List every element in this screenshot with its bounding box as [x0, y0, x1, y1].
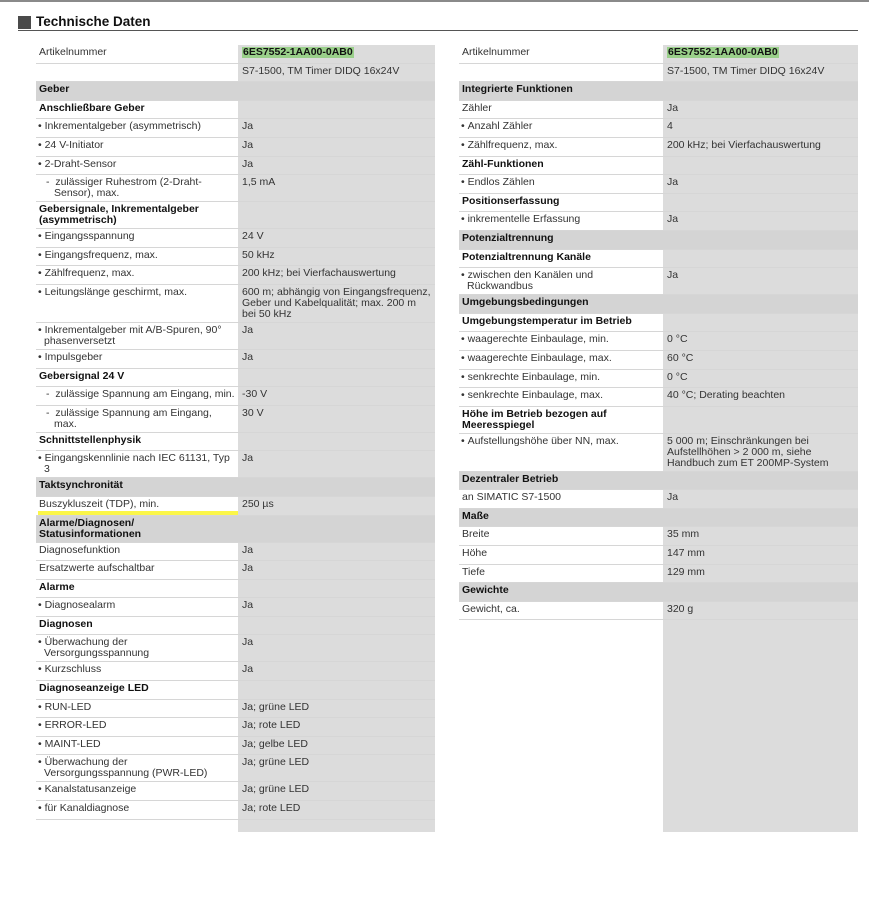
spec-row	[36, 782, 435, 801]
spec-value	[238, 101, 435, 119]
filler-left	[36, 820, 238, 832]
spec-label: • Zählfrequenz, max.	[36, 266, 238, 284]
spec-value: Ja	[238, 635, 435, 661]
spec-label: Diagnosen	[39, 617, 93, 630]
filler-left	[459, 620, 663, 832]
spec-row	[459, 434, 858, 472]
spec-label: Anschließbare Geber	[39, 101, 145, 114]
spec-value: Ja	[238, 119, 435, 137]
spec-value: Ja	[238, 323, 435, 349]
spec-row	[36, 561, 435, 580]
spec-value	[238, 82, 435, 100]
spec-row	[459, 351, 858, 370]
spec-row	[36, 387, 435, 406]
spec-label: Umgebungsbedingungen	[459, 295, 663, 313]
spec-value: Ja; grüne LED	[238, 700, 435, 718]
spec-label: • Impulsgeber	[36, 350, 238, 368]
spec-label: Schnittstellenphysik	[39, 433, 142, 446]
spec-value: Ja	[663, 268, 858, 294]
spec-value: 5 000 m; Einschränkungen bei Aufstellhöhen > 2 000 m, siehe Handbuch zum ET 200MP-System	[663, 434, 858, 471]
spec-row	[36, 266, 435, 285]
spec-row	[36, 138, 435, 157]
spec-row	[36, 45, 435, 64]
spec-row	[459, 231, 858, 250]
filler-right	[238, 820, 435, 832]
spec-value: Ja	[238, 138, 435, 156]
spec-row	[459, 101, 858, 120]
spec-value: S7-1500, TM Timer DIDQ 16x24V	[238, 64, 435, 82]
spec-row	[36, 497, 435, 516]
section-header	[18, 16, 858, 31]
spec-row	[36, 202, 435, 229]
spec-value	[663, 82, 858, 100]
spec-row	[36, 175, 435, 202]
spec-row	[36, 737, 435, 756]
spec-label: • zwischen den Kanälen und Rückwandbus	[459, 268, 663, 294]
spec-row	[36, 323, 435, 350]
spec-label: • ERROR-LED	[36, 718, 238, 736]
spec-row	[459, 64, 858, 83]
spec-value: Ja	[663, 175, 858, 193]
spec-value	[663, 157, 858, 175]
spec-label	[459, 64, 663, 82]
spec-row	[459, 268, 858, 295]
spec-value: Ja	[238, 451, 435, 477]
spec-value	[663, 472, 858, 490]
spec-row	[459, 194, 858, 213]
spec-row	[459, 250, 858, 269]
spec-value	[238, 369, 435, 387]
spec-label: • Leitungslänge geschirmt, max.	[36, 285, 238, 322]
spec-label: Zähl-Funktionen	[462, 157, 544, 170]
spec-row	[36, 451, 435, 478]
spec-row	[459, 119, 858, 138]
spec-label: Artikelnummer	[39, 46, 107, 58]
spec-label: Gewichte	[459, 583, 663, 601]
spec-row	[36, 478, 435, 497]
spec-row	[36, 369, 435, 388]
spec-label: • senkrechte Einbaulage, min.	[459, 370, 663, 388]
spec-label: • Inkrementalgeber (asymmetrisch)	[36, 119, 238, 137]
spec-row	[36, 101, 435, 120]
spec-value: 24 V	[238, 229, 435, 247]
spec-row	[36, 350, 435, 369]
spec-value: S7-1500, TM Timer DIDQ 16x24V	[663, 64, 858, 82]
spec-label: • waagerechte Einbaulage, min.	[459, 332, 663, 350]
spec-value	[663, 231, 858, 249]
spec-value: 320 g	[663, 602, 858, 620]
spec-label: • Kanalstatusanzeige	[36, 782, 238, 800]
spec-row	[36, 801, 435, 820]
spec-label: • MAINT-LED	[36, 737, 238, 755]
spec-label: Artikelnummer	[462, 46, 530, 58]
spec-value: 35 mm	[663, 527, 858, 545]
spec-value	[663, 583, 858, 601]
spec-value: Ja	[663, 490, 858, 508]
spec-value	[238, 580, 435, 598]
spec-label: - zulässige Spannung am Eingang, max.	[36, 406, 238, 432]
spec-value: 60 °C	[663, 351, 858, 369]
spec-row	[459, 509, 858, 528]
spec-row	[36, 700, 435, 719]
spec-row	[459, 314, 858, 333]
spec-label: • Eingangsfrequenz, max.	[36, 248, 238, 266]
spec-row	[36, 617, 435, 636]
spec-label: Integrierte Funktionen	[459, 82, 663, 100]
spec-label: Tiefe	[462, 565, 485, 578]
spec-value: 50 kHz	[238, 248, 435, 266]
part-number: 6ES7552-1AA00-0AB0	[243, 46, 353, 58]
spec-row	[459, 602, 858, 621]
spec-row	[459, 370, 858, 389]
spec-row	[459, 490, 858, 509]
spec-value: 30 V	[238, 406, 435, 432]
spec-row	[36, 635, 435, 662]
spec-row	[459, 332, 858, 351]
spec-row	[36, 516, 435, 543]
spec-row	[36, 718, 435, 737]
spec-value	[238, 433, 435, 451]
spec-label: Maße	[459, 509, 663, 527]
spec-value	[238, 45, 435, 63]
spec-value: Ja	[663, 212, 858, 230]
spec-value	[663, 194, 858, 212]
spec-value	[663, 250, 858, 268]
spec-label: • Überwachung der Versorgungsspannung (PWR-LED)	[36, 755, 238, 781]
spec-value: Ja	[238, 561, 435, 579]
spec-row	[36, 229, 435, 248]
spec-row	[36, 157, 435, 176]
top-rule	[0, 0, 869, 2]
spec-row	[459, 546, 858, 565]
spec-label: Ersatzwerte aufschaltbar	[39, 562, 155, 575]
spec-row	[459, 407, 858, 434]
spec-row	[36, 64, 435, 83]
spec-label: • Eingangsspannung	[36, 229, 238, 247]
spec-label: Alarme	[39, 580, 75, 593]
spec-label: Dezentraler Betrieb	[459, 472, 663, 490]
spec-row	[36, 662, 435, 681]
filler-right	[663, 620, 858, 832]
spec-label: • Anzahl Zähler	[459, 119, 663, 137]
spec-value: Ja; grüne LED	[238, 782, 435, 800]
spec-label: Diagnoseanzeige LED	[39, 682, 149, 695]
spec-value: 600 m; abhängig von Eingangsfrequenz, Geber und Kabelqualität; max. 200 m bei 50 kHz	[238, 285, 435, 322]
spec-row	[36, 433, 435, 452]
spec-label: • inkrementelle Erfassung	[459, 212, 663, 230]
spec-row	[459, 527, 858, 546]
spec-label: • Kurzschluss	[36, 662, 238, 680]
left-spec-table	[36, 45, 435, 832]
spec-value: Ja	[238, 543, 435, 561]
spec-row	[36, 248, 435, 267]
spec-label	[36, 64, 238, 82]
spec-row	[459, 45, 858, 64]
table-filler	[459, 620, 858, 832]
spec-label: • RUN-LED	[36, 700, 238, 718]
spec-label: - zulässige Spannung am Eingang, min.	[36, 387, 238, 405]
spec-label: Gewicht, ca.	[462, 602, 520, 615]
spec-row	[36, 580, 435, 599]
spec-label: Alarme/Diagnosen/ Statusinformationen	[36, 516, 238, 542]
spec-label: Positionserfassung	[462, 194, 560, 207]
spec-row	[459, 565, 858, 584]
spec-row	[36, 82, 435, 101]
spec-label: Gebersignal 24 V	[39, 369, 125, 382]
spec-value: 200 kHz; bei Vierfachauswertung	[238, 266, 435, 284]
section-square-icon	[18, 16, 31, 29]
spec-value: Ja	[238, 598, 435, 616]
spec-label: - zulässiger Ruhestrom (2-Draht-Sensor), max.	[36, 175, 238, 201]
right-spec-table	[459, 45, 858, 832]
spec-label: Diagnosefunktion	[39, 543, 121, 556]
spec-label: • für Kanaldiagnose	[36, 801, 238, 819]
spec-value	[663, 314, 858, 332]
spec-value: 40 °C; Derating beachten	[663, 388, 858, 406]
spec-value: 147 mm	[663, 546, 858, 564]
spec-label: • Eingangskennlinie nach IEC 61131, Typ 3	[36, 451, 238, 477]
spec-label: Potenzialtrennung	[459, 231, 663, 249]
spec-value	[238, 202, 435, 228]
spec-value: 129 mm	[663, 565, 858, 583]
spec-label: Gebersignale, Inkrementalgeber (asymmetrisch)	[39, 203, 199, 227]
spec-row	[36, 285, 435, 323]
spec-row	[459, 295, 858, 314]
table-filler	[36, 820, 435, 832]
spec-label: • Inkrementalgeber mit A/B-Spuren, 90° phasenversetzt	[36, 323, 238, 349]
section-title: Technische Daten	[36, 14, 151, 29]
spec-row	[36, 681, 435, 700]
spec-value	[663, 509, 858, 527]
spec-value: -30 V	[238, 387, 435, 405]
spec-row	[459, 212, 858, 231]
spec-label: • senkrechte Einbaulage, max.	[459, 388, 663, 406]
spec-value	[663, 45, 858, 63]
spec-label: Buszykluszeit (TDP), min.	[39, 497, 160, 510]
spec-label: • Zählfrequenz, max.	[459, 138, 663, 156]
spec-value	[238, 516, 435, 542]
spec-label: Geber	[36, 82, 238, 100]
spec-value: Ja; rote LED	[238, 718, 435, 736]
spec-row	[36, 598, 435, 617]
spec-value	[238, 478, 435, 496]
spec-value: Ja	[238, 350, 435, 368]
spec-row	[36, 543, 435, 562]
part-number: 6ES7552-1AA00-0AB0	[668, 46, 778, 58]
spec-label: • Überwachung der Versorgungsspannung	[36, 635, 238, 661]
spec-label: • 2-Draht-Sensor	[36, 157, 238, 175]
spec-value: 250 µs	[238, 497, 435, 515]
spec-value: Ja; gelbe LED	[238, 737, 435, 755]
spec-value: 0 °C	[663, 332, 858, 350]
spec-value: 1,5 mA	[238, 175, 435, 201]
spec-value	[663, 407, 858, 433]
spec-value: Ja; grüne LED	[238, 755, 435, 781]
spec-value: Ja	[238, 662, 435, 680]
spec-label: • 24 V-Initiator	[36, 138, 238, 156]
spec-label: Zähler	[462, 101, 492, 114]
spec-value: 200 kHz; bei Vierfachauswertung	[663, 138, 858, 156]
spec-label: Höhe im Betrieb bezogen auf Meeresspiegel	[462, 407, 607, 431]
spec-row	[459, 82, 858, 101]
spec-label: Breite	[462, 528, 490, 541]
spec-row	[36, 755, 435, 782]
spec-label: Umgebungstemperatur im Betrieb	[462, 314, 632, 327]
spec-label: Taktsynchronität	[36, 478, 238, 496]
spec-label: • waagerechte Einbaulage, max.	[459, 351, 663, 369]
spec-label: an SIMATIC S7-1500	[462, 491, 562, 504]
spec-value: Ja	[663, 101, 858, 119]
spec-value: 0 °C	[663, 370, 858, 388]
spec-label: Potenzialtrennung Kanäle	[462, 250, 591, 263]
spec-label: Höhe	[462, 547, 488, 560]
spec-row	[36, 119, 435, 138]
spec-label: • Diagnosealarm	[36, 598, 238, 616]
spec-value	[238, 617, 435, 635]
spec-value	[663, 295, 858, 313]
spec-row	[459, 583, 858, 602]
spec-row	[459, 138, 858, 157]
spec-row	[459, 175, 858, 194]
spec-value: 4	[663, 119, 858, 137]
spec-label: • Aufstellungshöhe über NN, max.	[459, 434, 663, 471]
spec-value: Ja	[238, 157, 435, 175]
spec-row	[36, 406, 435, 433]
spec-row	[459, 388, 858, 407]
spec-value	[238, 681, 435, 699]
spec-row	[459, 472, 858, 491]
spec-label: • Endlos Zählen	[459, 175, 663, 193]
spec-row	[459, 157, 858, 176]
spec-value: Ja; rote LED	[238, 801, 435, 819]
